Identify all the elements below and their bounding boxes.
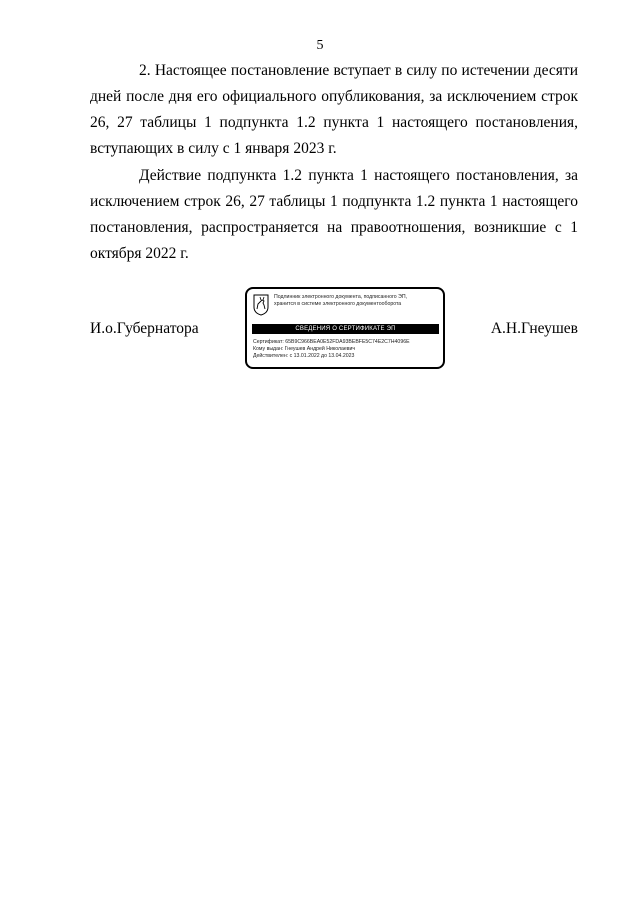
stamp-certificate-details bbox=[253, 339, 441, 360]
paragraph-retroactive-effect: Действие подпункта 1.2 пункта 1 настоящего постановления, за исключением строк 26, 27 таблицы 1 подпункта 1.2 пункта 1 настоящего постановления, распространяется на правоотношения, возникшие с 1 октября 2022 г. bbox=[90, 167, 578, 262]
paragraph-effective-date: 2. Настоящее постановление вступает в силу по истечении десяти дней после дня его официального опубликования, за исключением строк 26, 27 таблицы 1 подпункта 1.2 пункта 1 настоящего постановления, вступающих в силу с 1 января 2023 г. bbox=[90, 62, 578, 157]
electronic-signature-stamp bbox=[245, 287, 445, 369]
stamp-header bbox=[274, 294, 442, 308]
stamp-validity: Действителен: с 13.01.2022 до 13.04.2023 bbox=[253, 353, 355, 359]
stamp-certificate: Сертификат: 65B9C966BEA0E52FDA93BEBFE5C74E2C7H4096E bbox=[253, 339, 410, 345]
signatory-name: А.Н.Гнеушев bbox=[490, 320, 578, 337]
stamp-issued-to: Кому выдан: Гнеушев Андрей Николаевич bbox=[253, 346, 356, 352]
stamp-title-bar: СВЕДЕНИЯ О СЕРТИФИКАТЕ ЭП bbox=[252, 324, 439, 334]
coat-of-arms-icon bbox=[253, 294, 269, 316]
signatory-position: И.о.Губернатора bbox=[90, 320, 199, 337]
stamp-header-line: хранится в системе электронного документооборота bbox=[274, 301, 402, 307]
page-number: 5 bbox=[316, 38, 324, 53]
stamp-header-line: Подлинник электронного документа, подписанного ЭП, bbox=[274, 294, 408, 300]
